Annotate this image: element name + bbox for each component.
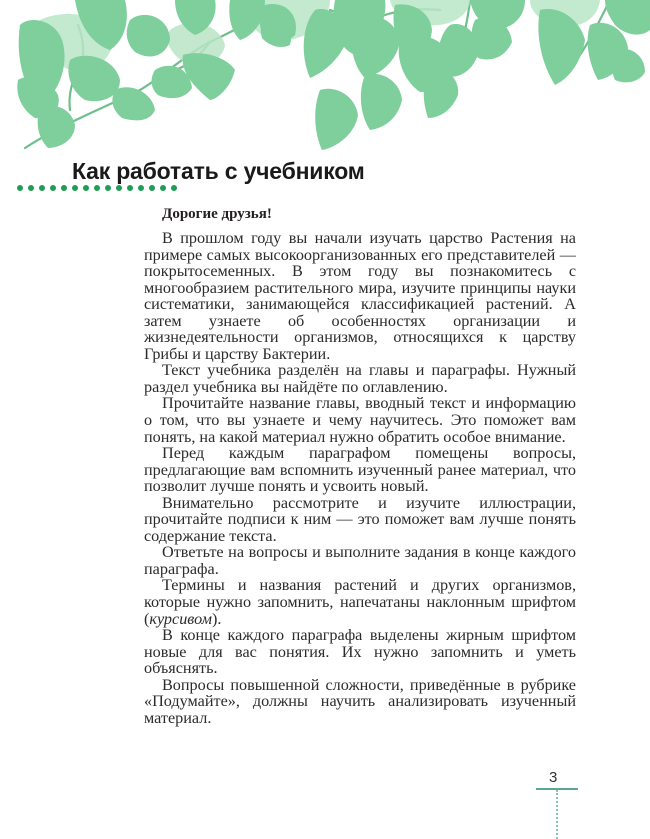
dot-icon (149, 185, 155, 191)
paragraph: Текст учебника разделён на главы и параграфы. Нужный раздел учебника вы найдёте по оглавлению. (144, 361, 576, 396)
dot-icon (39, 185, 45, 191)
page-dotted-line (556, 790, 558, 839)
leaf-shapes (17, 0, 650, 150)
title-dotted-underline (17, 185, 177, 191)
intro-text (144, 204, 576, 726)
paragraph: В прошлом году вы начали изучать царство Растения на примере самых высокоорганизованных его представителей — покрытосеменных. В этом году вы познакомитесь с многообразием растительного мира, изучите принципы науки систематики, занимающейся классификацией растений. А затем узнаете об особенностях организации и жизнедеятельности организмов, относящихся к царству Грибы и царству Бактерии. (144, 229, 576, 363)
paragraph: Перед каждым параграфом помещены вопросы, предлагающие вам вспомнить изученный ранее материал, что позволит лучше понять и усвоить новый. (144, 444, 576, 496)
dot-icon (127, 185, 133, 191)
paragraph: Ответьте на вопросы и выполните задания в конце каждого параграфа. (144, 543, 576, 578)
dot-icon (94, 185, 100, 191)
greeting-heading: Дорогие друзья! (162, 206, 272, 222)
dot-icon (17, 185, 23, 191)
text: ). (211, 609, 222, 628)
leaves-illustration (0, 0, 650, 160)
paragraph-italic-note (144, 577, 576, 627)
paragraph: Вопросы повышенной сложности, приведённые в рубрике «Подумайте», должны научить анализировать изученный материал. (144, 675, 576, 727)
paragraph: Внимательно рассмотрите и изучите иллюстрации, прочитайте подписи к ним — это поможет вам лучше понять содержание текста. (144, 493, 576, 545)
dot-icon (28, 185, 34, 191)
page-number: 3 (549, 769, 558, 786)
dot-icon (50, 185, 56, 191)
paragraph: Прочитайте название главы, вводный текст и информацию о том, что вы узнаете и чему научитесь. Это поможет вам понять, на какой материал нужно обратить особое внимание. (144, 394, 576, 446)
dot-icon (116, 185, 122, 191)
page-title: Как работать с учебником (72, 158, 365, 184)
dot-icon (160, 185, 166, 191)
paragraph: В конце каждого параграфа выделены жирным шрифтом новые для вас понятия. Их нужно запомнить и уметь объяснять. (144, 626, 576, 678)
dot-icon (171, 185, 177, 191)
text: Термины и названия растений и других организмов, которые нужно запомнить, напечатаны наклонным шрифтом ( (144, 576, 576, 628)
italic-term: курсивом (149, 609, 212, 628)
dot-icon (72, 185, 78, 191)
dot-icon (138, 185, 144, 191)
dot-icon (105, 185, 111, 191)
dot-icon (83, 185, 89, 191)
dot-icon (61, 185, 67, 191)
